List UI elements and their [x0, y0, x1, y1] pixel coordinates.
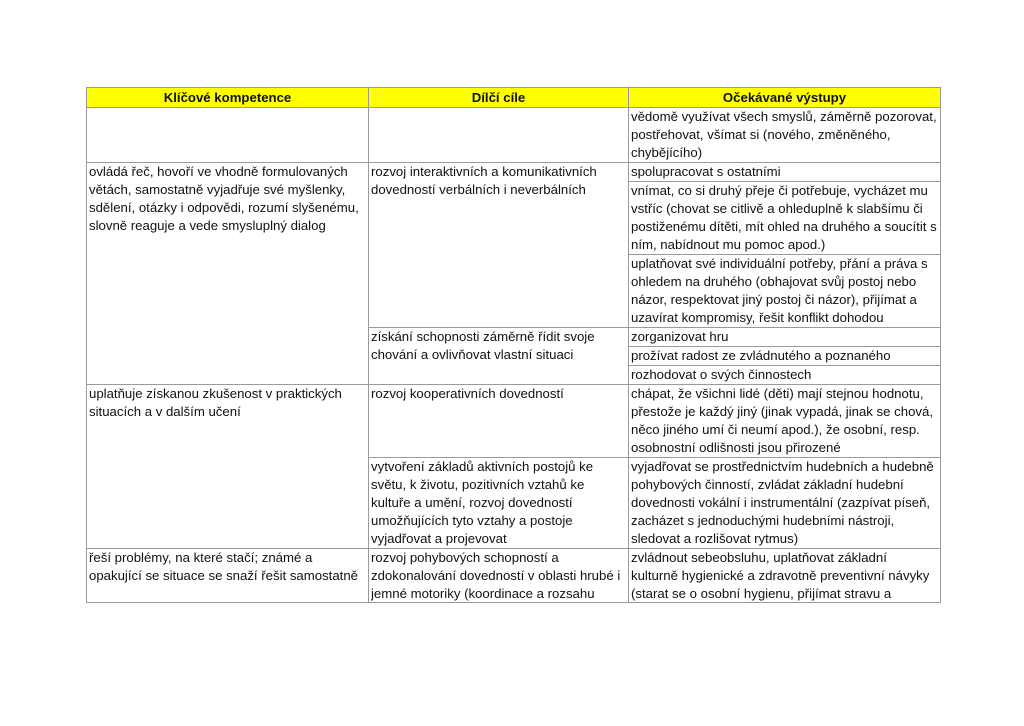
- competences-table: [86, 87, 941, 603]
- expected-output-cell: uplatňovat své individuální potřeby, přání a práva s ohledem na druhého (obhajovat svůj postoj nebo názor, respektovat jiný postoj či názor), přijímat a uzavírat kompromisy, řešit konflikt dohodou: [629, 255, 941, 328]
- table-row: [87, 163, 941, 182]
- expected-output-cell: prožívat radost ze zvládnutého a poznaného: [629, 347, 941, 366]
- expected-output-cell: vnímat, co si druhý přeje či potřebuje, vycházet mu vstříc (chovat se citlivě a ohleduplně k slabšímu či postiženému dítěti, mít ohled na druhého a soucítit s ním, nabídnout mu pomoc apod.): [629, 182, 941, 255]
- expected-output-cell: vědomě využívat všech smyslů, záměrně pozorovat, postřehovat, všímat si (nového, změněného, chybějícího): [629, 108, 941, 163]
- competence-cell: uplatňuje získanou zkušenost v praktických situacích a v dalším učení: [87, 385, 369, 549]
- table-row: [87, 549, 941, 603]
- sub-goal-cell: [369, 549, 629, 603]
- sub-goal-cell: rozvoj interaktivních a komunikativních dovedností verbálních i neverbálních: [369, 163, 629, 328]
- table-row: [87, 385, 941, 458]
- expected-output-text: zvládnout sebeobsluhu, uplatňovat základní kulturně hygienické a zdravotně preventivní návyky (starat se o osobní hygienu, přijímat stravu a: [631, 550, 930, 601]
- empty-cell: [87, 108, 369, 163]
- header-klicove-kompetence: Klíčové kompetence: [87, 88, 369, 108]
- sub-goal-cell: získání schopnosti záměrně řídit svoje chování a ovlivňovat vlastní situaci: [369, 328, 629, 385]
- sub-goal-cell: vytvoření základů aktivních postojů ke světu, k životu, pozitivních vztahů ke kultuře a umění, rozvoj dovedností umožňujících tyto vztahy a postoje vyjadřovat a projevovat: [369, 458, 629, 549]
- competence-text: řeší problémy, na které stačí; známé a opakující se situace se snaží řešit samostatně: [89, 550, 359, 583]
- document-page: [86, 87, 940, 603]
- header-ocekavane-vystupy: Očekávané výstupy: [629, 88, 941, 108]
- competence-cell: ovládá řeč, hovoří ve vhodně formulovaných větách, samostatně vyjadřuje své myšlenky, sdělení, otázky i odpovědi, rozumí slyšenému, slovně reaguje a vede smysluplný dialog: [87, 163, 369, 385]
- empty-cell: [369, 108, 629, 163]
- expected-output-cell: rozhodovat o svých činnostech: [629, 366, 941, 385]
- table-row: [87, 108, 941, 163]
- expected-output-cell: zorganizovat hru: [629, 328, 941, 347]
- competence-cell: [87, 549, 369, 603]
- sub-goal-text: rozvoj pohybových schopností a zdokonalování dovedností v oblasti hrubé i jemné motoriky (koordinace a rozsahu: [371, 550, 621, 601]
- expected-output-cell: [629, 549, 941, 603]
- header-dilci-cile: Dílčí cíle: [369, 88, 629, 108]
- sub-goal-cell: rozvoj kooperativních dovedností: [369, 385, 629, 458]
- table-header-row: [87, 88, 941, 108]
- expected-output-cell: spolupracovat s ostatními: [629, 163, 941, 182]
- expected-output-cell: chápat, že všichni lidé (děti) mají stejnou hodnotu, přestože je každý jiný (jinak vypadá, jinak se chová, něco jiného umí či neumí apod.), že osobní, resp. osobnostní odlišnosti jsou přirozené: [629, 385, 941, 458]
- expected-output-cell: vyjadřovat se prostřednictvím hudebních a hudebně pohybových činností, zvládat základní hudební dovednosti vokální i instrumentální (zazpívat píseň, zacházet s jednoduchými hudebními nástroji, sledovat a rozlišovat rytmus): [629, 458, 941, 549]
